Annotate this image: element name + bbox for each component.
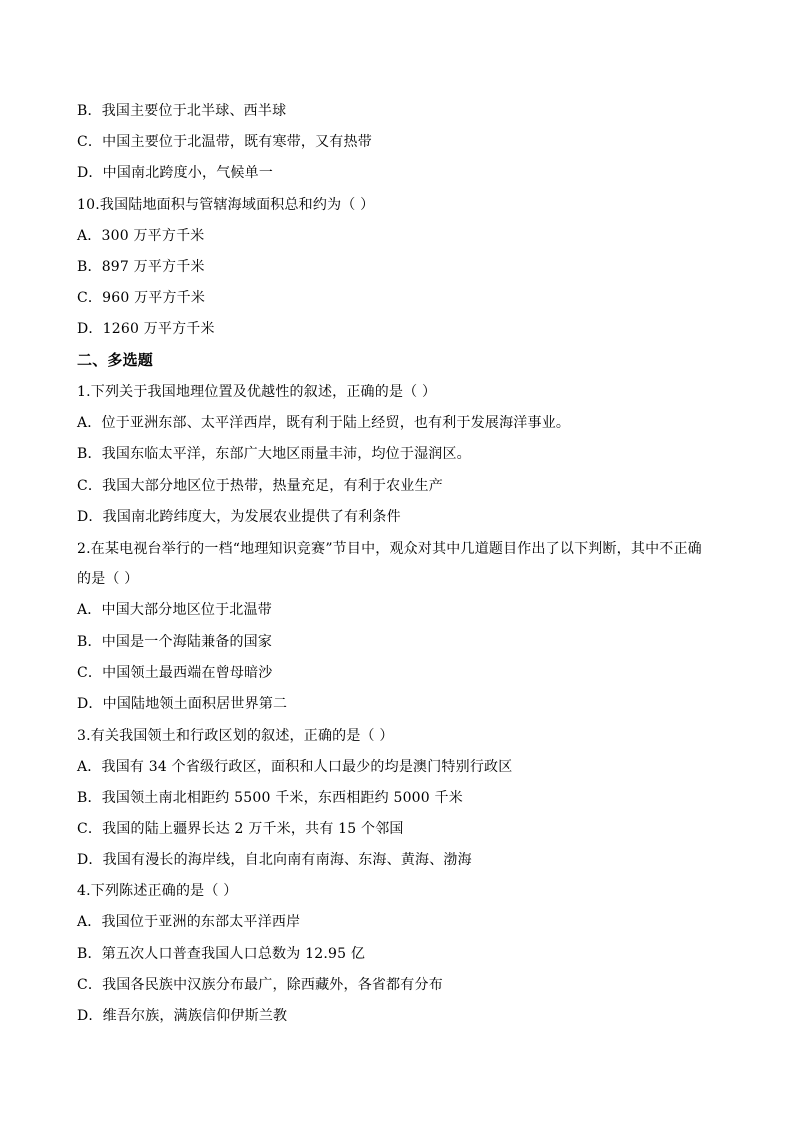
option-line: C．中国领土最西端在曾母暗沙 [77,665,273,681]
option-line: C．我国各民族中汉族分布最广，除西藏外，各省都有分布 [77,977,443,993]
option-line: B．我国领土南北相距约 5500 千米，东西相距约 5000 千米 [77,790,463,806]
option-line: A．中国大部分地区位于北温带 [77,602,272,618]
question-line: 4.下列陈述正确的是（ ） [77,883,238,899]
option-line: D．我国南北跨纬度大，为发展农业提供了有利条件 [77,509,401,525]
question-line: 2.在某电视台举行的一档“地理知识竞赛”节目中，观众对其中几道题目作出了以下判断，其中不正确 [77,541,702,557]
option-line: C．960 万平方千米 [77,290,206,306]
option-line: A．我国有 34 个省级行政区，面积和人口最少的均是澳门特别行政区 [77,759,513,775]
option-line: D．1260 万平方千米 [77,321,215,337]
option-line: D．我国有漫长的海岸线，自北向南有南海、东海、黄海、渤海 [77,852,472,868]
option-line: B．第五次人口普查我国人口总数为 12.95 亿 [77,946,366,962]
option-line: B．中国是一个海陆兼备的国家 [77,634,273,650]
section-heading: 二、多选题 [77,351,154,369]
question-line: 3.有关我国领土和行政区划的叙述，正确的是（ ） [77,728,394,744]
option-line: C．中国主要位于北温带，既有寒带，又有热带 [77,134,372,150]
option-line: A．300 万平方千米 [77,228,205,244]
option-line: B．我国东临太平洋，东部广大地区雨量丰沛，均位于湿润区。 [77,446,471,462]
option-line: C．我国大部分地区位于热带，热量充足，有利于农业生产 [77,478,443,494]
option-line: B．897 万平方千米 [77,259,205,275]
question-line-continued: 的是（ ） [77,571,139,587]
option-line: D．中国南北跨度小，气候单一 [77,165,274,181]
option-line: B．我国主要位于北半球、西半球 [77,103,287,119]
option-line: C．我国的陆上疆界长达 2 万千米，共有 15 个邻国 [77,821,404,837]
option-line: D．中国陆地领土面积居世界第二 [77,696,288,712]
question-line: 1.下列关于我国地理位置及优越性的叙述，正确的是（ ） [77,384,437,400]
question-line: 10.我国陆地面积与管辖海域面积总和约为（ ） [77,197,375,213]
option-line: D．维吾尔族，满族信仰伊斯兰教 [77,1008,288,1024]
option-line: A．我国位于亚洲的东部太平洋西岸 [77,914,301,930]
option-line: A．位于亚洲东部、太平洋西岸，既有利于陆上经贸，也有利于发展海洋事业。 [77,415,571,431]
